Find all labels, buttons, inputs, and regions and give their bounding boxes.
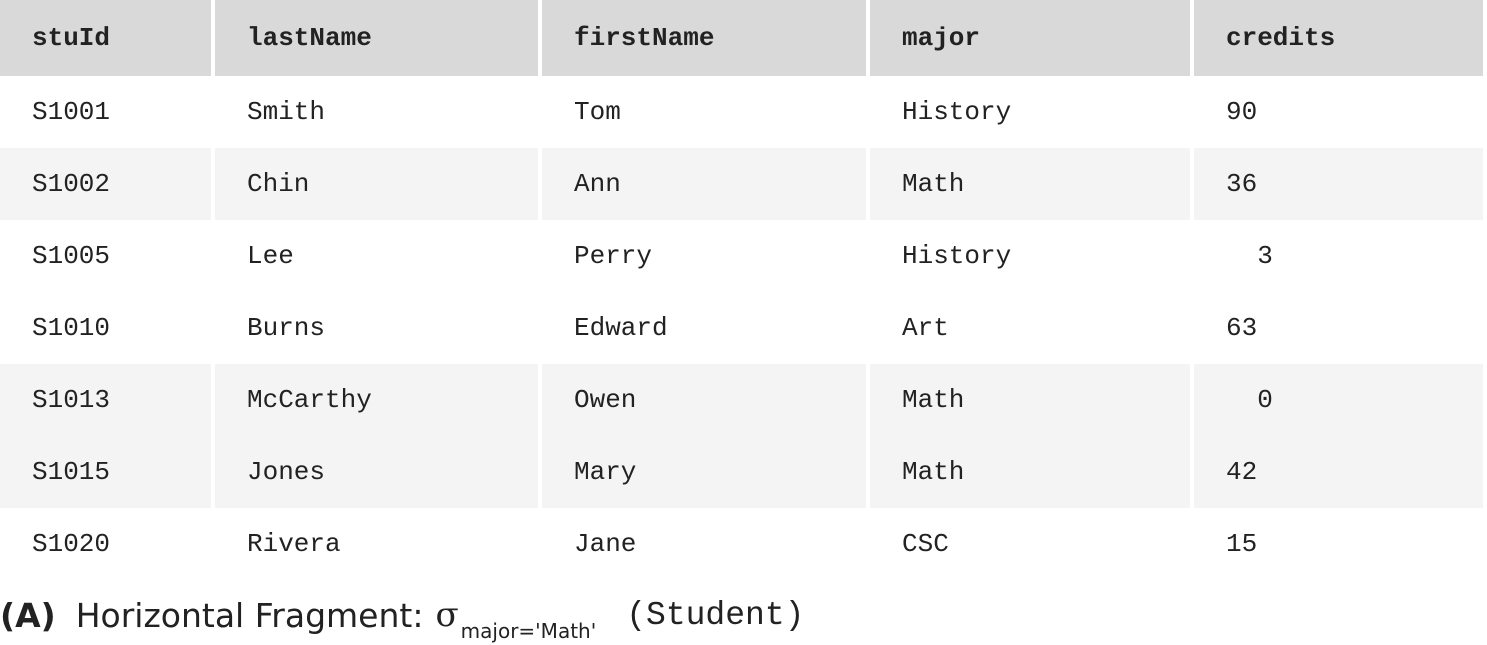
- table-row: [0, 436, 1487, 508]
- cell-major: Math: [870, 364, 1190, 436]
- cell-firstname: Mary: [542, 436, 866, 508]
- cell-firstname: Ann: [542, 148, 866, 220]
- table-row: [0, 220, 1487, 292]
- header-firstname: firstName: [542, 0, 866, 76]
- header-credits: credits: [1194, 0, 1483, 76]
- cell-lastname: Jones: [215, 436, 538, 508]
- cell-credits: 15: [1226, 529, 1258, 559]
- cell-major: CSC: [902, 529, 949, 559]
- caption-text: Horizontal Fragment:: [75, 595, 424, 635]
- cell-credits: 90: [1226, 97, 1258, 127]
- table-header-row: [0, 0, 1487, 76]
- cell-firstname: Owen: [542, 364, 866, 436]
- cell-stuid: S1015: [0, 436, 211, 508]
- table-row: [0, 364, 1487, 436]
- cell-credits: 63: [1226, 313, 1258, 343]
- cell-credits: 0: [1194, 364, 1483, 436]
- cell-stuid: S1013: [0, 364, 211, 436]
- cell-credits: 42: [1194, 436, 1483, 508]
- cell-lastname: Chin: [215, 148, 538, 220]
- cell-stuid: S1002: [0, 148, 211, 220]
- table-row: [0, 76, 1487, 148]
- header-stuid: stuId: [0, 0, 211, 76]
- cell-lastname: Lee: [247, 241, 294, 271]
- table-row: [0, 508, 1487, 580]
- cell-stuid: S1001: [32, 97, 111, 127]
- cell-major: Math: [870, 148, 1190, 220]
- cell-firstname: Edward: [574, 313, 668, 343]
- cell-major: Math: [870, 436, 1190, 508]
- cell-lastname: Smith: [247, 97, 326, 127]
- caption-label: (A): [0, 595, 56, 635]
- cell-lastname: Burns: [247, 313, 326, 343]
- cell-stuid: S1005: [32, 241, 111, 271]
- cell-firstname: Perry: [574, 241, 653, 271]
- cell-firstname: Tom: [574, 97, 621, 127]
- selection-condition: major='Math': [460, 619, 597, 643]
- table-row: [0, 292, 1487, 364]
- cell-lastname: McCarthy: [215, 364, 538, 436]
- selection-operator: σ: [435, 595, 459, 635]
- cell-stuid: S1020: [32, 529, 111, 559]
- cell-major: History: [902, 97, 1012, 127]
- cell-stuid: S1010: [32, 313, 111, 343]
- relation-name: (Student): [626, 596, 805, 634]
- cell-major: History: [902, 241, 1012, 271]
- cell-firstname: Jane: [574, 529, 637, 559]
- header-lastname: lastName: [215, 0, 538, 76]
- header-major: major: [870, 0, 1190, 76]
- figure-caption: [0, 588, 804, 642]
- cell-major: Art: [902, 313, 949, 343]
- cell-credits: 36: [1194, 148, 1483, 220]
- cell-credits: 3: [1226, 241, 1273, 271]
- table-row: [0, 148, 1487, 220]
- cell-lastname: Rivera: [247, 529, 341, 559]
